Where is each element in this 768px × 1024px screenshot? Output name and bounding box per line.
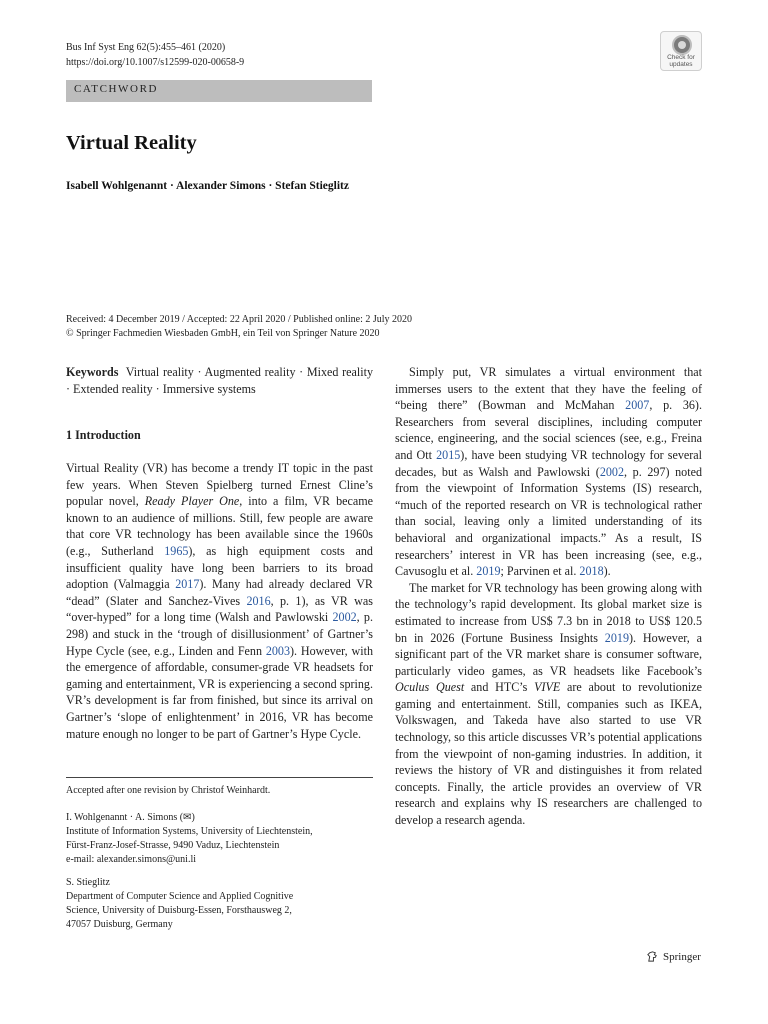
citation-link[interactable]: 2016: [246, 593, 271, 608]
article-title: Virtual Reality: [66, 132, 197, 154]
citation-link[interactable]: 2002: [599, 464, 625, 479]
citation-link[interactable]: 2003: [265, 643, 290, 658]
affiliation-1-address: Fürst-Franz-Josef-Strasse, 9490 Vaduz, Liechtenstein: [66, 840, 280, 851]
journal-citation: Bus Inf Syst Eng 62(5):455–461 (2020): [66, 42, 226, 53]
affiliation-2-city: 47057 Duisburg, Germany: [66, 919, 173, 930]
check-for-updates-icon: [672, 35, 692, 55]
citation-link[interactable]: 2007: [625, 398, 650, 413]
publisher-logo: [646, 950, 701, 963]
footnote-divider: [66, 777, 373, 778]
affiliation-1: [66, 811, 376, 867]
springer-horse-icon: [646, 950, 659, 963]
keywords: [66, 364, 373, 397]
journal-header: [66, 40, 466, 70]
received-dates: Received: 4 December 2019 / Accepted: 22 April 2020 / Published online: 2 July 2020: [66, 314, 413, 325]
affiliation-1-institute: Institute of Information Systems, University of Liechtenstein,: [66, 826, 313, 837]
category-banner: [66, 80, 372, 102]
affiliation-2-name: S. Stieglitz: [66, 877, 110, 888]
affiliation-2-department: Department of Computer Science and Applied Cognitive: [66, 891, 294, 902]
citation-link[interactable]: 2019: [604, 630, 629, 645]
citation-link[interactable]: 2019: [476, 564, 501, 579]
citation-link[interactable]: 1965: [164, 543, 189, 558]
acceptance-note: Accepted after one revision by Christof Weinhardt.: [66, 785, 271, 796]
paragraph-vr-market: The market for VR technology has been growing along with the technology’s rapid development. Its global market size is estimated to increase from US$ 7.3 bn in 2018 to US$ 120.5 bn in 2026 (Fortune Business Insights 2019). However, a significant part of the VR market share is consumer software, particularly video games, as VR headsets like Facebook’s Oculus Quest and HTC’s VIVE are about to revolutionize gaming and entertainment. Still, companies such as IKEA, Volkswagen, and Takeda have also started to use VR technology, so this article discusses VR’s potential applications from the viewpoint of non-gaming industries. In addition, it reviews the history of VR and distinguishes it from related concepts. Finally, the article provides an overview of VR research and explains why IS researchers are challenged to develop a research agenda.: [395, 580, 702, 828]
intro-paragraph: Virtual Reality (VR) has become a trendy IT topic in the past few years. When Steven Spielberg turned Ernest Cline’s popular novel, Ready Player One, into a film, VR became known to an audience of millions. Still, few people are aware that core VR technology has been available since the 1960s (e.g., Sutherland 1965), as high equipment costs and insufficient quality have long been barriers to its broad adoption (Valmaggia 2017). Many had already declared VR “dead” (Slater and Sanchez-Vives 2016, p. 1), as VR was “over-hyped” for a long time (Walsh and Pawlowski 2002, p. 298) and stuck in the ‘trough of disillusionment’ of Gartner’s Hype Cycle (see, e.g., Linden and Fenn 2003). However, with the emergence of affordable, consumer-grade VR headsets for gaming and entertainment, VR is experiencing a second spring. VR’s development is far from finished, but since its arrival on Gartner’s ‘slope of enlightenment’ in 2016, VR has become mature enough no longer to be part of Gartner’s Hype Cycle.: [66, 461, 373, 741]
copyright-line: © Springer Fachmedien Wiesbaden GmbH, ein Teil von Springer Nature 2020: [66, 328, 380, 339]
check-for-updates-badge[interactable]: [660, 31, 702, 71]
doi-link[interactable]: https://doi.org/10.1007/s12599-020-00658-9: [66, 57, 245, 68]
publisher-name: Springer: [663, 950, 701, 963]
section-heading-introduction: 1 Introduction: [66, 428, 141, 442]
affiliation-1-email[interactable]: e-mail: alexander.simons@uni.li: [66, 854, 197, 865]
category-label: CATCHWORD: [74, 83, 159, 95]
right-column: [395, 364, 702, 829]
keywords-text: Virtual reality · Augmented reality · Mixed reality · Extended reality · Immersive systems: [66, 365, 374, 396]
affiliation-1-names: I. Wohlgenannt · A. Simons (✉): [66, 812, 195, 823]
keywords-label: Keywords: [66, 365, 119, 379]
citation-link[interactable]: 2015: [436, 447, 461, 462]
check-for-updates-label: Check for updates: [667, 54, 695, 68]
citation-link[interactable]: 2017: [175, 577, 200, 592]
author-list: Isabell Wohlgenannt · Alexander Simons · Stefan Stieglitz: [66, 180, 349, 192]
paragraph-vr-definition: Simply put, VR simulates a virtual environment that immerses users to the extent that they have the feeling of “being there” (Bowman and McMahan 2007, p. 36). Researchers from several disciplines, including computer science, engineering, and the social sciences (see, e.g., Freina and Ott 2015), have been studying VR technology for several decades, but as Walsh and Pawlowski (2002, p. 297) noted from the viewpoint of Information Systems (IS) research, “much of the reported research on VR is technological rather than social, leaving only a limited understanding of its behavioral and organizational impacts.” As a result, IS researchers’ interest in VR has been increasing (see, e.g., Cavusoglu et al. 2019; Parvinen et al. 2018).: [395, 365, 703, 579]
publication-history: [66, 313, 486, 341]
citation-link[interactable]: 2018: [579, 564, 604, 579]
citation-link[interactable]: 2002: [332, 610, 357, 625]
affiliation-2: [66, 876, 376, 932]
affiliation-2-university: Science, University of Duisburg-Essen, Forsthausweg 2,: [66, 905, 292, 916]
